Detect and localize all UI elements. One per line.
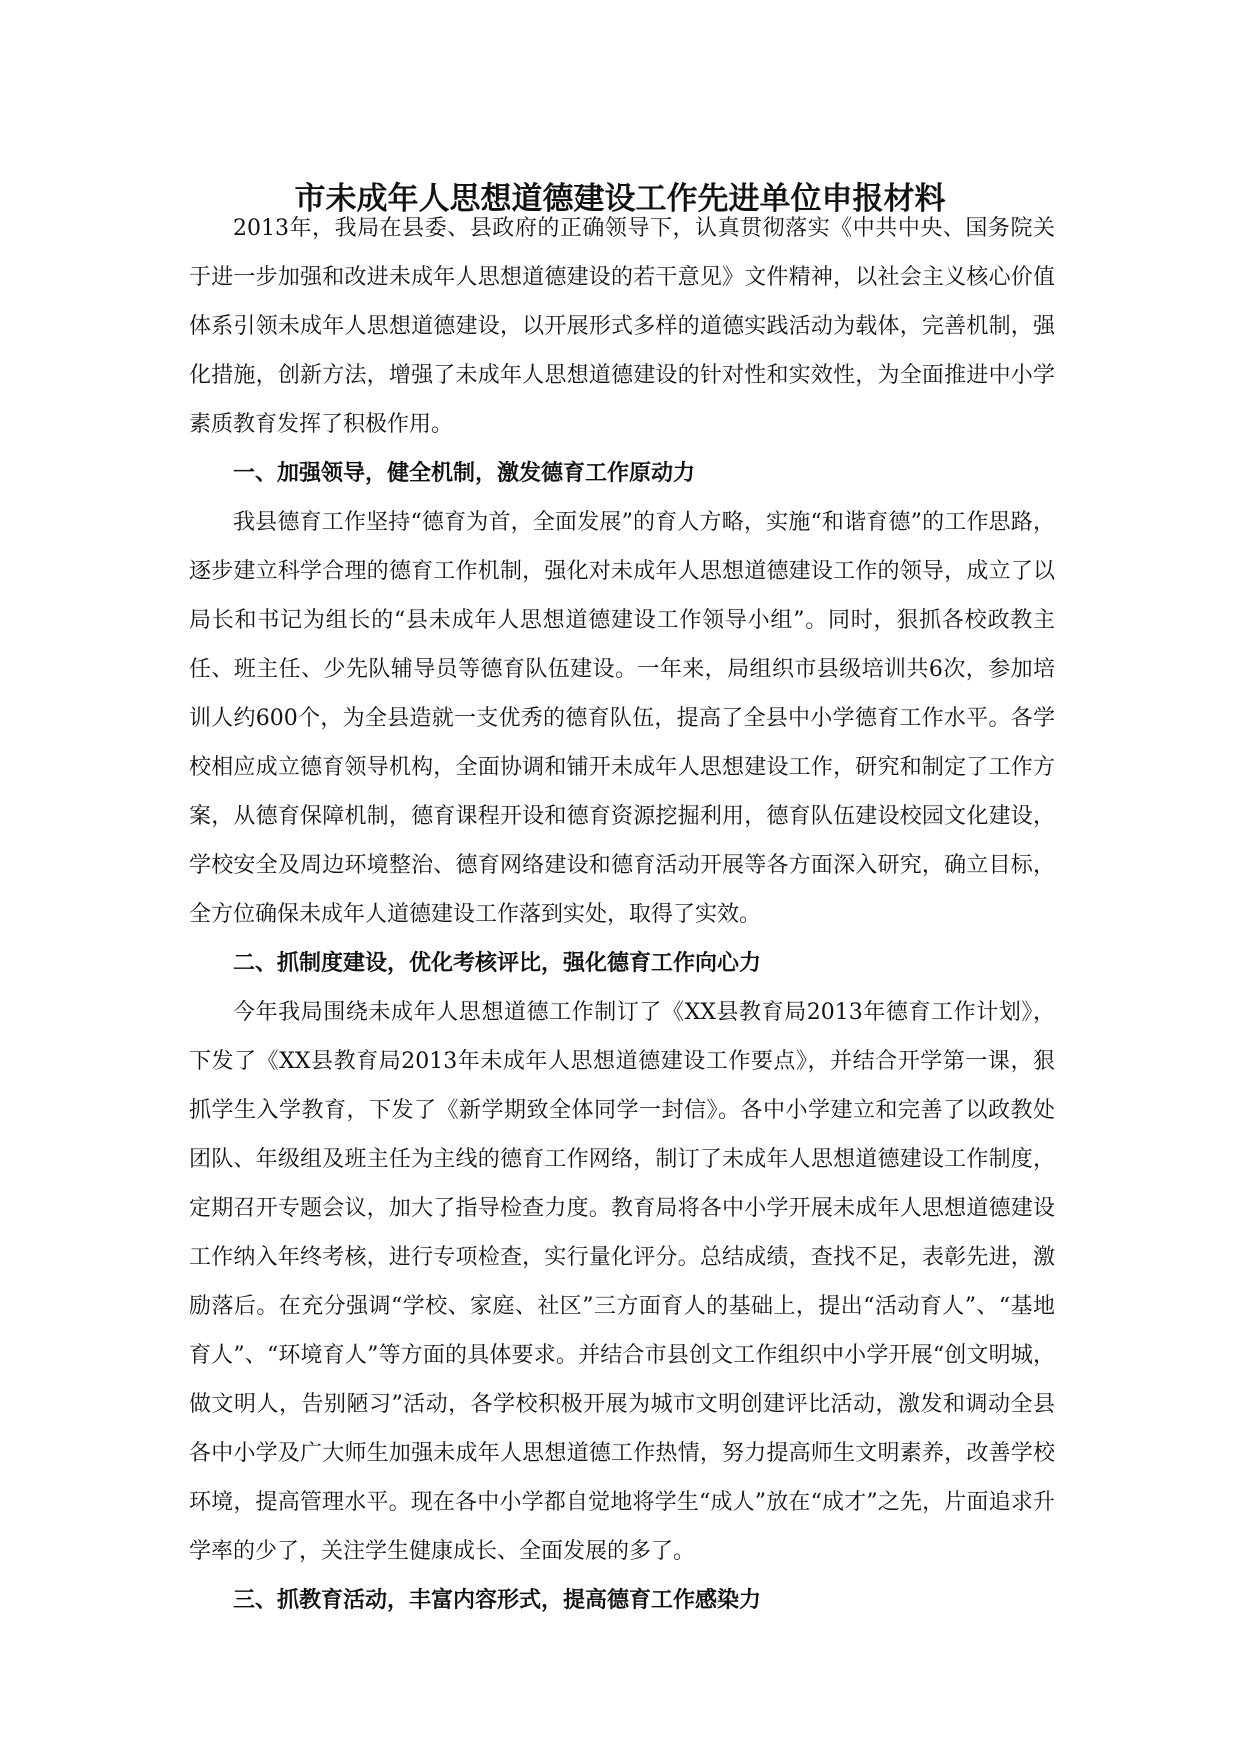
section-heading: 一、加强领导，健全机制，激发德育工作原动力 [233,460,696,486]
section-heading: 二、抓制度建设，优化考核评比，强化德育工作向心力 [233,950,762,976]
document-body [189,204,1055,1625]
section-paragraph: 今年我局围绕未成年人思想道德工作制订了《XX县教育局2013年德育工作计划》，下发了《XX县教育局2013年未成年人思想道德建设工作要点》，并结合开学第一课，狠抓学生入学教育，下发了《新学期致全体同学一封信》。各中小学建立和完善了以政教处团队、年级组及班主任为主线的德育工作网络，制订了未成年人思想道德建设工作制度，定期召开专题会议，加大了指导检查力度。教育局将各中小学开展未成年人思想道德建设工作纳入年终考核，进行专项检查，实行量化评分。总结成绩，查找不足，表彰先进，激励落后。在充分强调“学校、家庭、社区”三方面育人的基础上，提出“活动育人”、“基地育人”、“环境育人”等方面的具体要求。并结合市县创文工作组织中小学开展“创文明城，做文明人，告别陋习”活动，各学校积极开展为城市文明创建评比活动，激发和调动全县各中小学及广大师生加强未成年人思想道德工作热情，努力提高师生文明素养，改善学校环境，提高管理水平。现在各中小学都自觉地将学生“成人”放在“成才”之先，片面追求升学率的少了，关注学生健康成长、全面发展的多了。 [189,1000,1055,1564]
section-1 [189,449,1055,939]
section-paragraph: 我县德育工作坚持“德育为首，全面发展”的育人方略，实施“和谐育德”的工作思路，逐步建立科学合理的德育工作机制，强化对未成年人思想道德建设工作的领导，成立了以局长和书记为组长的“县未成年人思想道德建设工作领导小组”。同时，狠抓各校政教主任、班主任、少先队辅导员等德育队伍建设。一年来，局组织市县级培训共6次，参加培训人约600个，为全县造就一支优秀的德育队伍，提高了全县中小学德育工作水平。各学校相应成立德育领导机构，全面协调和铺开未成年人思想建设工作，研究和制定了工作方案，从德育保障机制，德育课程开设和德育资源挖掘利用，德育队伍建设校园文化建设，学校安全及周边环境整治、德育网络建设和德育活动开展等各方面深入研究，确立目标，全方位确保未成年人道德建设工作落到实处，取得了实效。 [189,510,1055,927]
section-2 [189,939,1055,1576]
intro-paragraph: 2013年，我局在县委、县政府的正确领导下，认真贯彻落实《中共中央、国务院关于进一步加强和改进未成年人思想道德建设的若干意见》文件精神，以社会主义核心价值体系引领未成年人思想道德建设，以开展形式多样的道德实践活动为载体，完善机制，强化措施，创新方法，增强了未成年人思想道德建设的针对性和实效性，为全面推进中小学素质教育发挥了积极作用。 [189,216,1055,437]
section-heading: 三、抓教育活动，丰富内容形式，提高德育工作感染力 [233,1587,762,1613]
section-3 [189,1576,1055,1625]
document-title: 市未成年人思想道德建设工作先进单位申报材料 [294,180,946,217]
